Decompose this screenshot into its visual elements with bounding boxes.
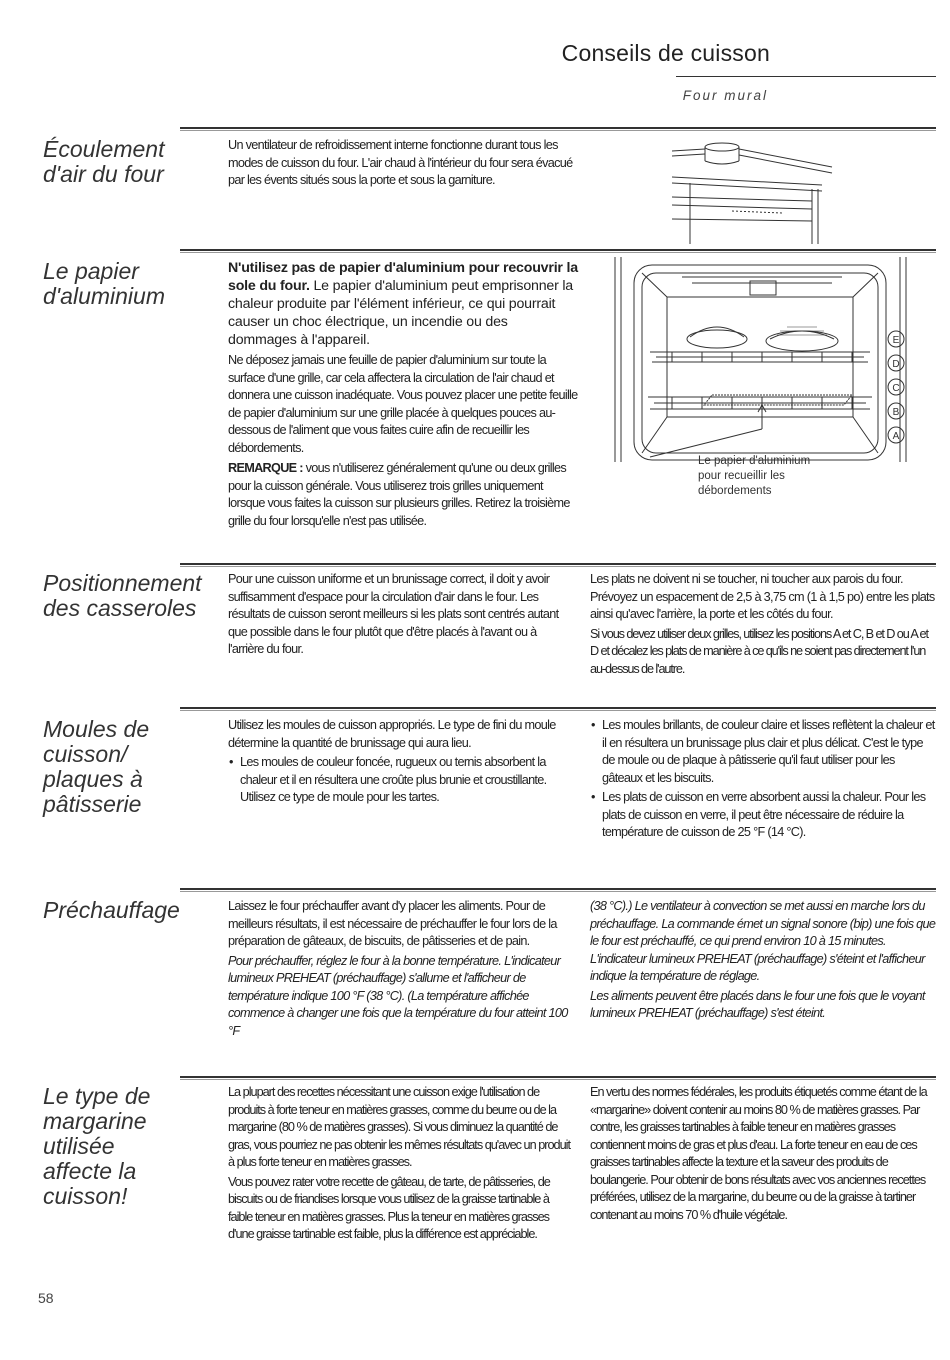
section-title: Écoulement d'air du four [43, 136, 165, 187]
section-title: Positionnement des casseroles [43, 570, 202, 621]
rack-label: A [892, 431, 900, 442]
rack-label: C [892, 383, 900, 394]
margarine-left: La plupart des recettes nécessitant une cuisson exige l'utilisation de produits à forte teneur en matières grasses, comme du beurre ou de la margarine (80 % de matières grasses). Si vous diminuez la quantité de gras, vous pourriez ne pas obtenir les mêmes résultats qu'avec un produit à plus forte teneur en matières grasses. Vous pouvez rater votre recette de gâteau, de tarte, de pâtisseries, de biscuits ou de friandises lorsque vous utilisez de la graisse tartinable à faible teneur en matières grasses. Plus la teneur en matières grasses d'une graisse tartinable est faible, plus la différence est appréciable. [228, 1085, 570, 1241]
section-title: Moules de cuisson/ plaques à pâtisserie [43, 716, 150, 817]
pans-right: • Les moules brillants, de couleur claire et lisses reflètent la chaleur et il en résultera un brunissage plus clair et plus délicat. C'est le type de moule ou de plaque à pâtisserie qu'il faut utiliser pour les gâteaux et les biscuits. • Les plats de cuisson en verre absorbent aussi la chaleur. Pour les plats de cuisson en verre, il peut être nécessaire de réduire la température de cuisson de 25 °F (14 °C). [590, 717, 936, 844]
diagram-callout: débordements [698, 485, 772, 497]
diagram-callout: Le papier d'aluminium [698, 455, 811, 467]
page-number: 58 [38, 1290, 54, 1306]
preheat-left: Laissez le four préchauffer avant d'y placer les aliments. Pour de meilleurs résultats, il est nécessaire de préchauffer le four lors de la préparation de gâteaux, de biscuits, de pâtisseries et de pain. Pour préchauffer, réglez le four à la bonne température. L'indicateur lumineux PREHEAT (préchauffage) s'allume et l'afficheur de température indique 100 °F (38 °C). (La température affichée commence à changer une fois que la température du four atteint 100 °F [228, 899, 568, 1038]
diagram-callout: pour recueillir les [698, 470, 785, 482]
positioning-right: Les plats ne doivent ni se toucher, ni toucher aux parois du four. Prévoyez un espacement de 2,5 à 3,75 cm (1 à 1,5 po) entre les plats ainsi qu'avec l'arrière, la porte et les côtés du four. Si vous devez utiliser deux grilles, utilisez les positions A et C, B et D ou A et D et décalez les plats de manière à ce qu'ils ne soient pas directement l'un au-dessus de l'autre. [590, 572, 935, 676]
oven-rack-illustration [612, 257, 912, 507]
rack-label: E [892, 335, 900, 346]
page-title: Conseils de cuisson [561, 40, 770, 66]
rack-label: D [892, 359, 900, 370]
preheat-right: (38 °C).) Le ventilateur à convection se met aussi en marche lors du préchauffage. La commande émet un signal sonore (bip) une fois que le four est préchauffé, ce qui prend environ 10 à 15 minutes. L'indicateur lumineux PREHEAT (préchauffage) s'éteint et l'afficheur indique la température de réglage. Les aliments peuvent être placés dans le four une fois que le voyant lumineux PREHEAT (préchauffage) s'est éteint. [590, 899, 936, 1020]
margarine-right: En vertu des normes fédérales, les produits étiquetés comme étant de la «margarine» doivent contenir au moins 80 % de matières grasses. Par contre, les graisses tartinables à faible teneur en matières grasses contiennent moins de gras et plus d'eau. La forte teneur en eau de ces graisses tartinables affecte la texture et la saveur des produits de boulangerie. Pour obtenir de bons résultats avec vos anciennes recettes préférées, utilisez de la margarine, du beurre ou de la graisse à tartiner contenant au moins 70 % d'huile végétale. [590, 1085, 927, 1222]
positioning-left: Pour une cuisson uniforme et un brunissage correct, il doit y avoir suffisamment d'espace pour la circulation d'air dans le four. Les résultats de cuisson seront meilleurs si les plats sont centrés autant que possible dans le four plutôt que d'être placés à l'avant ou à l'arrière du four. [228, 572, 559, 656]
section-title: Préchauffage [43, 897, 180, 923]
rack-label: B [892, 407, 900, 418]
oven-vent-illustration [672, 139, 837, 244]
airflow-text: Un ventilateur de refroidissement interne fonctionne durant tous les modes de cuisson du four. L'air chaud à l'intérieur du four sera évacué par les évents situés sous la porte et sous la garniture. [228, 138, 573, 187]
section-title: Le type de margarine utilisée affecte la cuisson! [43, 1083, 151, 1209]
pans-left: Utilisez les moules de cuisson appropriés. Le type de fini du moule détermine la quantité de brunissage qui aura lieu. • Les moules de couleur foncée, rugueux ou ternis absorbent la chaleur et il en résultera une croûte plus brunie et croustillante. Utilisez ce type de moule pour les tartes. [228, 717, 563, 809]
section-title: Le papier d'aluminium [43, 258, 165, 309]
page-subtitle: Four mural [682, 88, 768, 103]
header-rule [676, 76, 936, 77]
foil-text: N'utilisez pas de papier d'aluminium pour recouvrir la sole du four. Le papier d'aluminium peut emprisonner la chaleur produite par l'élément inférieur, ce qui pourrait causer un choc électrique, un incendie ou des dommages à l'appareil. Ne déposez jamais une feuille de papier d'aluminium sur toute la surface d'une grille, car cela affectera la circulation de l'air chaud et donnera une cuisson inadéquate. Vous pouvez placer une petite feuille de papier d'aluminium sur une grille placée à quelques pouces au-dessous de l'aliment que vous faites cuire afin de recueillir les débordements. REMARQUE : vous n'utiliserez généralement qu'une ou deux grilles pour la cuisson générale. Vous utiliserez trois grilles uniquement lorsque vous faites la cuisson sur plusieurs grilles. Retirez la troisième grille du four lorsqu'elle n'est pas utilisée. [228, 260, 578, 528]
